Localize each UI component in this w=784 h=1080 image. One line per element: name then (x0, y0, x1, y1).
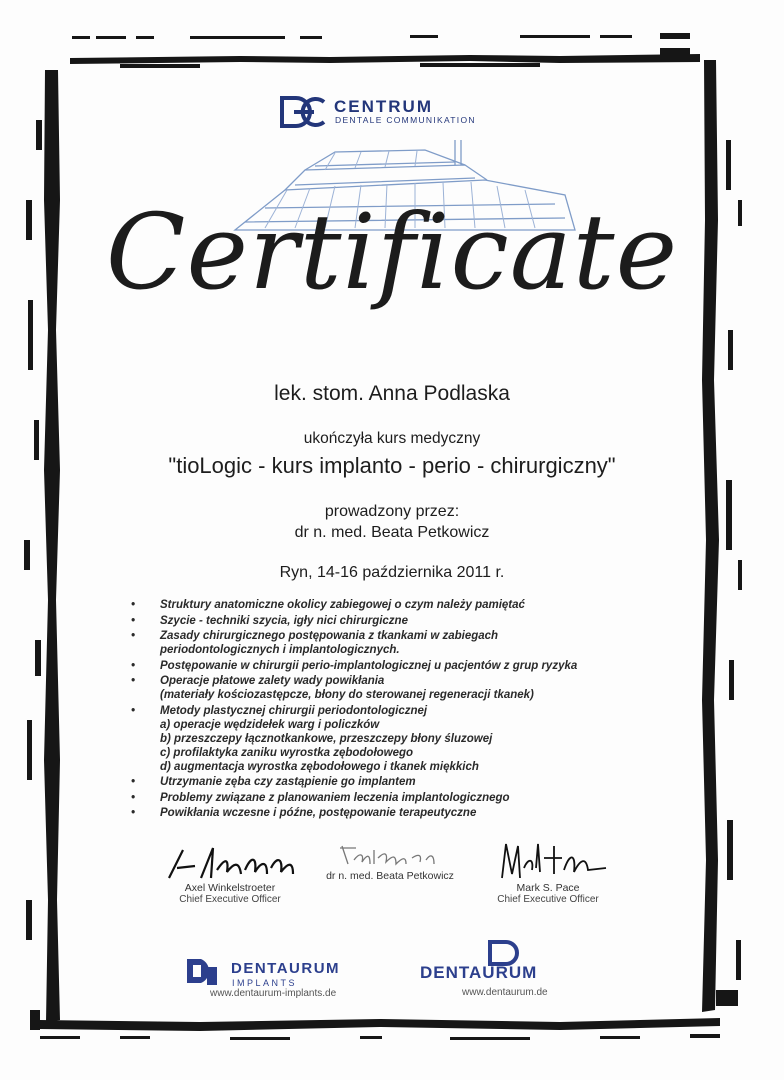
topic-item: • Problemy związane z planowaniem leczenia implantologicznego (131, 791, 510, 804)
bullet-icon: • (131, 675, 136, 687)
handwritten-signature-left (155, 838, 305, 882)
led-by-label: prowadzony przez: (324, 503, 460, 520)
place-and-date: Ryn, 14-16 października 2011 r. (279, 564, 505, 581)
org-subtitle: DENTALE COMMUNIKATION (335, 115, 476, 125)
bullet-icon: • (131, 807, 136, 819)
topic-item: • Utrzymanie zęba czy zastąpienie go implantem (131, 776, 416, 788)
completed-text: ukończyła kurs medyczny (303, 430, 481, 447)
signer-left-role: Chief Executive Officer (179, 894, 281, 905)
bullet-icon: • (131, 791, 136, 804)
bullet-icon: • (131, 659, 136, 672)
handwritten-signature-center (330, 840, 450, 870)
signer-right-name: Mark S. Pace (516, 882, 580, 894)
dentaurum-logo (410, 940, 610, 1004)
signature-left (150, 838, 310, 905)
signer-left-name: Axel Winkelstroeter (184, 882, 276, 894)
handwritten-signature-right (478, 838, 618, 882)
topic-item: • Powikłania wczesne i późne, postępowanie terapeutyczne (131, 807, 477, 819)
signer-right-role: Chief Executive Officer (497, 894, 599, 905)
bullet-icon: • (131, 614, 136, 627)
signature-right (470, 838, 626, 905)
signature-center (312, 840, 468, 882)
topic-item: • Zasady chirurgicznego postępowania z tkankami w zabiegach periodontologicznych i implantologicznych. (131, 630, 499, 656)
topic-list (128, 598, 648, 822)
brand-implants-word: DENTAURUM (231, 960, 341, 977)
signer-center-name: dr n. med. Beata Petkowicz (326, 870, 454, 882)
bullet-icon: • (131, 599, 136, 611)
brand-implants-sub: IMPLANTS (232, 978, 298, 988)
topic-item: • Struktury anatomiczne okolicy zabiegowej o czym należy pamiętać (131, 599, 525, 611)
topic-item: • Postępowanie w chirurgii perio-implantologicznej u pacjentów z grup ryzyka (131, 659, 578, 672)
dc-logo-mark (272, 92, 332, 128)
org-name: CENTRUM (334, 97, 433, 116)
centrum-logo (272, 92, 502, 128)
brand-implants-url: www.dentaurum-implants.de (210, 988, 337, 999)
topic-item: • Metody plastycznej chirurgii periodontologicznej a) operacje wędzidełek warg i policzków b) przeszczepy łącznotkankowe, przeszczepy błony śluzowej c) profilaktyka zaniku wyrostka zębodołowego d) augmentacja wyrostka zębodołowego i tkanek miękkich (131, 704, 493, 773)
topic-item: • Operacje płatowe zalety wady powikłania (materiały kościozastępcze, błony do sterowanej regeneracji tkanek) (131, 675, 534, 701)
dentaurum-implants-logo (183, 955, 373, 1005)
brand-main-url: www.dentaurum.de (462, 987, 548, 998)
bullet-icon: • (131, 630, 136, 642)
certificate-title: Certificate (105, 191, 679, 313)
recipient-name: lek. stom. Anna Podlaska (274, 382, 510, 405)
lecturer-name: dr n. med. Beata Petkowicz (294, 524, 490, 541)
bullet-icon: • (131, 704, 136, 717)
topic-item: • Szycie - techniki szycia, igły nici chirurgiczne (131, 614, 408, 627)
bullet-icon: • (131, 776, 136, 788)
course-name: "tioLogic - kurs implanto - perio - chirurgiczny" (168, 453, 616, 478)
brand-main-word: DENTAURUM (420, 963, 538, 982)
dentaurum-implants-mark (183, 955, 227, 987)
